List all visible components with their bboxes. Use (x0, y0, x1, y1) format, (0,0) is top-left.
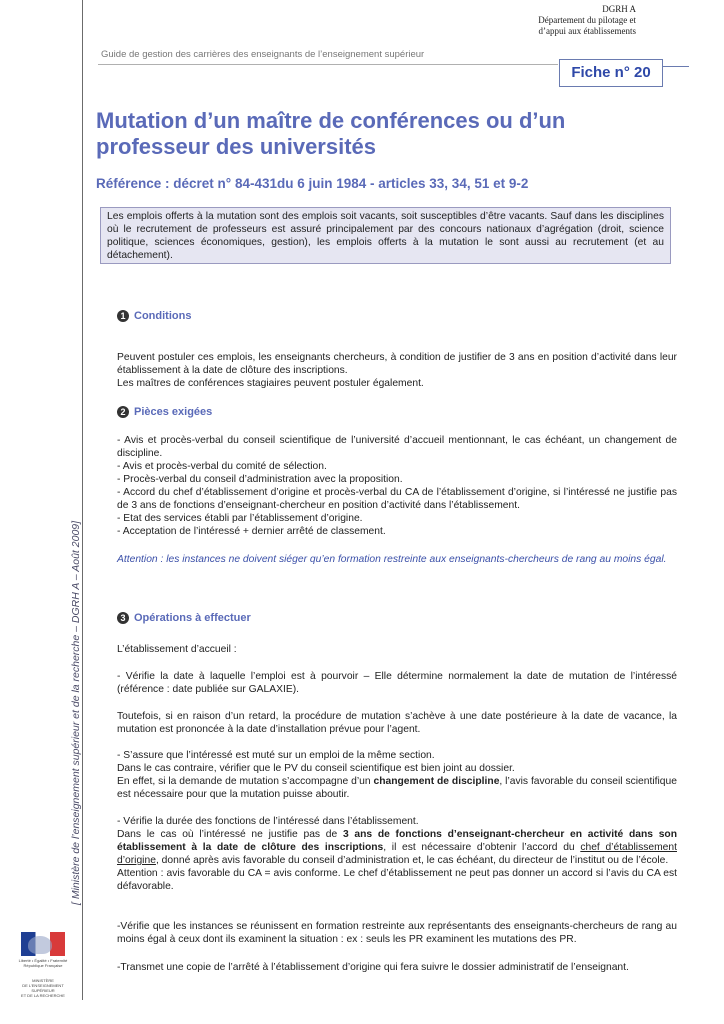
logo-republic-text: République Française (23, 963, 63, 968)
ministry-logo (18, 932, 68, 1000)
operations-3c (117, 775, 677, 801)
pieces-attention-note: Attention : les instances ne doivent siéger qu’en formation restreinte aux enseignants-chercheurs de rang au moins égal. (117, 554, 667, 565)
operations-3b: Dans le cas contraire, vérifier que le PV du conseil scientifique est bien joint au dossier. (117, 763, 515, 774)
logo-ministry-line: ET DE LA RECHERCHE (21, 993, 65, 998)
bold-text-run: changement de discipline (373, 776, 500, 787)
operations-paragraph-4 (117, 815, 677, 893)
pieces-item: - Procès-verbal du conseil d’administration avec la proposition. (117, 474, 403, 485)
conditions-paragraph-1: Peuvent postuler ces emplois, les enseignants chercheurs, à condition de justifier de 3 ans en position d’activité dans leur établissement à la date de clôture des inscriptions. (117, 352, 677, 376)
fiche-number-badge: Fiche n° 20 (559, 59, 663, 87)
text-run: En effet, si la demande de mutation s’accompagne d’un (117, 776, 374, 787)
operations-4b (117, 828, 677, 867)
pieces-item: - Etat des services établi par l’établissement d’origine. (117, 513, 363, 524)
section-operations-title: Opérations à effectuer (134, 612, 251, 624)
conditions-text (117, 351, 677, 390)
section-conditions-title: Conditions (134, 310, 192, 322)
operations-4c: Attention : avis favorable du CA = avis conforme. Le chef d’établissement ne peut pas donner un accord si l’avis du CA est défavorable. (117, 868, 677, 892)
pieces-item: - Avis et procès-verbal du comité de sélection. (117, 461, 327, 472)
operations-4a: - Vérifie la durée des fonctions de l’intéressé dans l’établissement. (117, 816, 419, 827)
guide-underline (98, 64, 558, 65)
operations-intro: L’établissement d’accueil : (117, 644, 237, 655)
section-operations-heading (117, 612, 251, 624)
section-number-icon: 3 (117, 612, 129, 624)
header-line-3: d’appui aux établissements (538, 26, 636, 36)
text-run: Dans le cas où l’intéressé ne justifie pas de (117, 829, 343, 840)
bold-text-run: 3 ans de fonctions d’enseignant-chercheur en activité dans son établissement à la date de clôture des inscriptions (117, 829, 677, 853)
logo-motto-text: Liberté • Égalité • Fraternité (18, 958, 68, 963)
logo-ministry-line: DE L’ENSEIGNEMENT SUPÉRIEUR (22, 983, 64, 993)
header-line-1: DGRH A (602, 4, 636, 14)
operations-paragraph-1: - Vérifie la date à laquelle l’emploi est à pourvoir – Elle détermine normalement la date de mutation de l’intéressé (référence : date publiée sur GALAXIE). (117, 671, 677, 695)
section-pieces-title: Pièces exigées (134, 406, 213, 418)
fiche-connector-line (663, 66, 689, 67)
pieces-list (117, 434, 677, 538)
logo-motto (18, 958, 68, 968)
page-title: Mutation d’un maître de conférences ou d’un professeur des universités (96, 108, 566, 159)
side-footer-text: [ Ministère de l’enseignement supérieur et de la recherche – DGRH A – Août 2009] (70, 520, 82, 905)
operations-paragraph-3 (117, 749, 677, 801)
left-margin-rule (82, 0, 83, 1000)
reference-line: Référence : décret n° 84-431du 6 juin 1984 - articles 33, 34, 51 et 9-2 (96, 176, 529, 191)
pieces-item: - Acceptation de l’intéressé + dernier arrêté de classement. (117, 526, 386, 537)
logo-ministry-line: MINISTÈRE (32, 978, 54, 983)
text-run: , donné après avis favorable du conseil d’administration et, le cas échéant, du directeur de l’institut ou de l’école. (155, 855, 669, 866)
logo-ministry (18, 978, 68, 998)
operations-paragraph-6: -Transmet une copie de l’arrêté à l’établissement d’origine qui fera suivre le dossier administratif de l’enseignant. (117, 962, 629, 973)
operations-paragraph-5: -Vérifie que les instances se réunissent en formation restreinte aux représentants des enseignants-chercheurs de rang au moins égal à ceux dont ils examinent la situation : ex : seuls les PR examinent les mutations des PR. (117, 921, 677, 945)
underlined-text-run: chef d’établissement d’origine (117, 842, 677, 866)
section-number-icon: 2 (117, 406, 129, 418)
text-run: , l’avis favorable du conseil scientifique est nécessaire pour que la mutation puisse aboutir. (117, 776, 677, 800)
marianne-icon (28, 936, 52, 954)
operations-paragraph-2: Toutefois, si en raison d’un retard, la procédure de mutation s’achève à une date postérieure à la date de vacance, la mutation est prononcée à la date d’installation prévue pour l’agent. (117, 711, 677, 735)
section-pieces-heading (117, 406, 212, 418)
guide-title: Guide de gestion des carrières des enseignants de l’enseignement supérieur (101, 49, 425, 60)
pieces-item: - Avis et procès-verbal du conseil scientifique de l’université d’accueil mentionnant, le cas échéant, un changement de discipline. (117, 435, 677, 459)
section-number-icon: 1 (117, 310, 129, 322)
text-run: , il est nécessaire d’obtenir l’accord du (383, 842, 581, 853)
operations-3a: - S’assure que l’intéressé est muté sur un emploi de la même section. (117, 750, 435, 761)
department-header (538, 4, 636, 37)
pieces-item: - Accord du chef d’établissement d’origine et procès-verbal du CA de l’établissement d’origine, si l’intéressé ne justifie pas de 3 ans de fonctions d’enseignant-chercheur en position d’activité dans l’établissement. (117, 487, 677, 511)
section-conditions-heading (117, 310, 191, 322)
header-line-2: Département du pilotage et (538, 15, 636, 25)
intro-box: Les emplois offerts à la mutation sont des emplois soit vacants, soit susceptibles d’être vacants. Sauf dans les disciplines où le recrutement de professeurs est assuré principalement par des concours nationaux d’agrégation (droit, science politique, sciences économiques, gestion), les emplois offerts à la mutation le sont aussi au recrutement (et au détachement). (100, 207, 671, 264)
conditions-paragraph-2: Les maîtres de conférences stagiaires peuvent postuler également. (117, 378, 424, 389)
